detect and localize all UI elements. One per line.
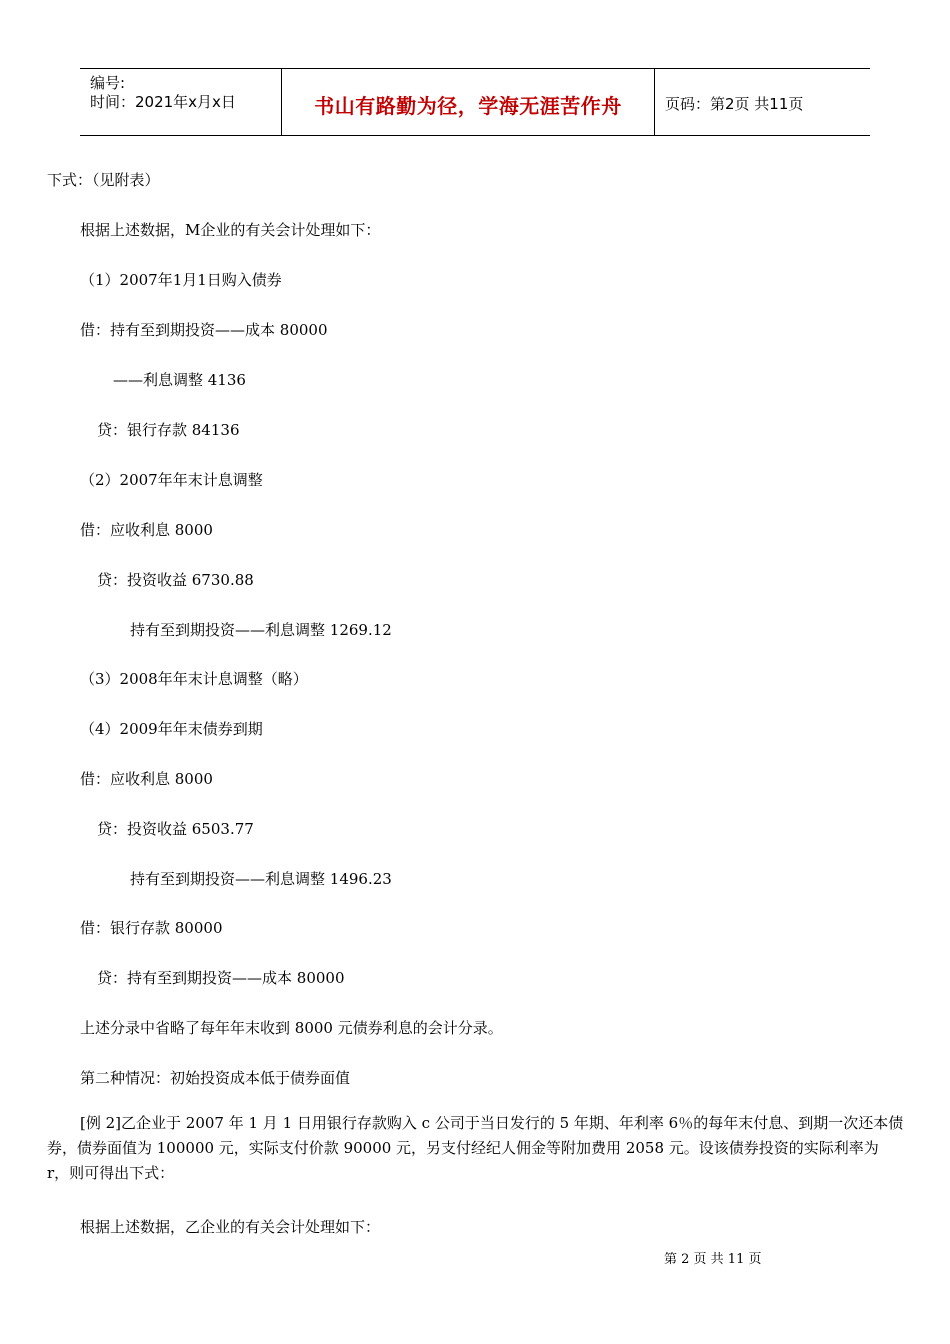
document-number-label: 编号: bbox=[90, 74, 126, 92]
journal-debit: 借：应收利息 8000 bbox=[80, 770, 213, 788]
header-motto-cell bbox=[282, 69, 655, 135]
journal-credit: 贷：投资收益 6730.88 bbox=[97, 571, 254, 589]
entry-heading: （1）2007年1月1日购入债券 bbox=[80, 271, 282, 289]
journal-credit: 贷：银行存款 84136 bbox=[97, 421, 240, 439]
example-paragraph: [例 2]乙企业于 2007 年 1 月 1 日用银行存款购入 c 公司于当日发行的 5 年期、年利率 6％的每年末付息、到期一次还本债券，债券面值为 100000 元，实际支付价款 90000 元，另支付经纪人佣金等附加费用 2058 元。设该债券投资的实际利率为 r，则可得出下式： bbox=[47, 1114, 904, 1182]
journal-debit: 借：持有至到期投资——成本 80000 bbox=[80, 321, 328, 339]
page-footer: 第 2 页 共 11 页 bbox=[664, 1252, 762, 1267]
header-motto: 书山有路勤为径，学海无涯苦作舟 bbox=[314, 94, 622, 118]
entry-heading: （4）2009年年末债券到期 bbox=[80, 720, 263, 738]
text-line: 上述分录中省略了每年年末收到 8000 元债券利息的会计分录。 bbox=[80, 1019, 503, 1037]
journal-credit: 贷：投资收益 6503.77 bbox=[97, 820, 254, 838]
section-heading: 第二种情况：初始投资成本低于债券面值 bbox=[80, 1069, 351, 1087]
journal-credit: 贷：持有至到期投资——成本 80000 bbox=[97, 969, 345, 987]
document-date: 时间：2021年x月x日 bbox=[90, 93, 236, 111]
text-line: 下式：（见附表） bbox=[47, 171, 160, 189]
header-info-cell bbox=[80, 69, 282, 135]
page-header bbox=[80, 68, 870, 136]
text-line: 根据上述数据，M企业的有关会计处理如下： bbox=[80, 221, 381, 239]
journal-debit: 借：银行存款 80000 bbox=[80, 919, 223, 937]
header-page-info: 页码：第2页 共11页 bbox=[665, 95, 804, 113]
entry-heading: （2）2007年年末计息调整 bbox=[80, 471, 263, 489]
journal-credit-sub: 持有至到期投资——利息调整 1496.23 bbox=[130, 870, 392, 888]
text-line: 根据上述数据，乙企业的有关会计处理如下： bbox=[80, 1218, 381, 1236]
journal-debit: 借：应收利息 8000 bbox=[80, 521, 213, 539]
header-page-cell bbox=[655, 69, 870, 135]
journal-credit-sub: 持有至到期投资——利息调整 1269.12 bbox=[130, 621, 392, 639]
journal-debit-sub: ——利息调整 4136 bbox=[113, 371, 246, 389]
entry-heading: （3）2008年年末计息调整（略） bbox=[80, 670, 308, 688]
